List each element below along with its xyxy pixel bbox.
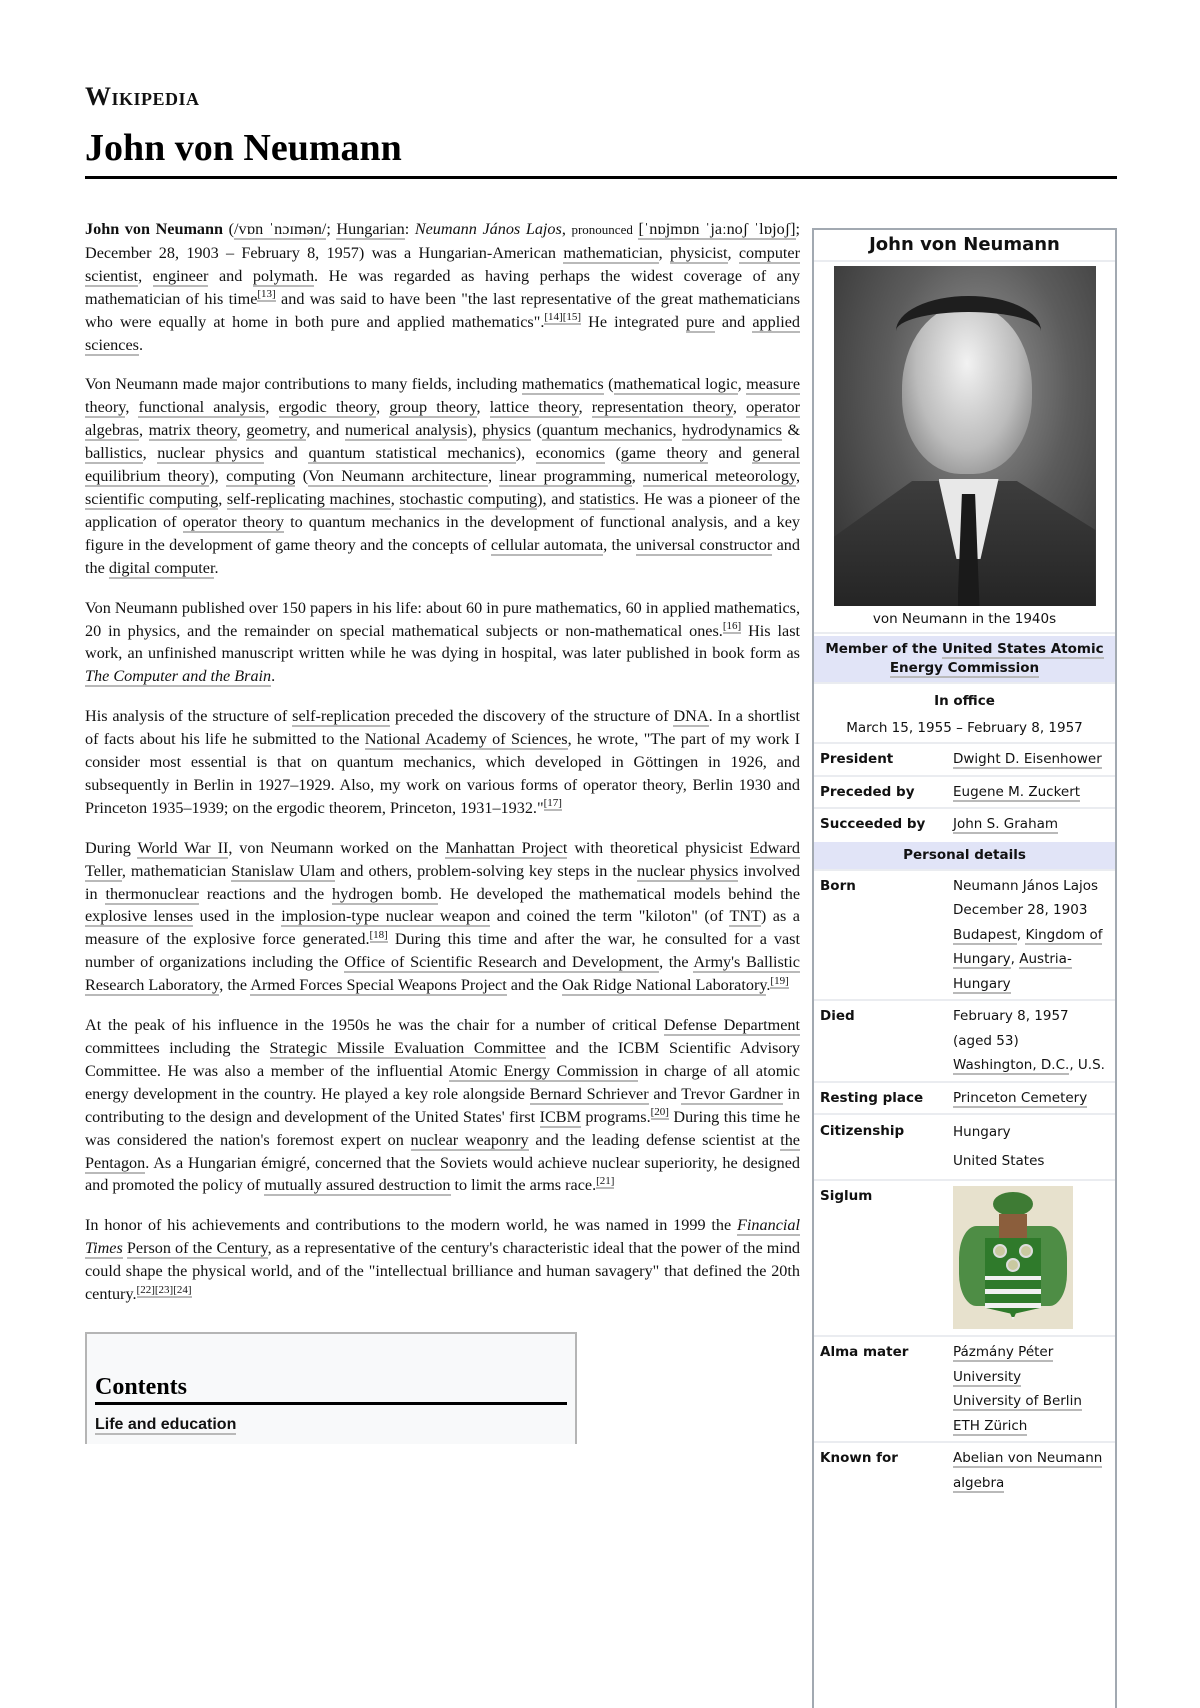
paragraph-self-replication (85, 705, 800, 820)
link-economics[interactable]: economics (535, 444, 605, 463)
link-engineer[interactable]: engineer (152, 266, 209, 285)
text: Von Neumann published over 150 papers in his life: about 60 in pure mathematics, 60 in applied mathematics, 20 in physics, and the remainder on special mathematical subjects or non-mathematical ones. (85, 598, 800, 640)
link-computing[interactable]: computing (226, 467, 296, 486)
link-mathematics[interactable]: mathematics (521, 375, 604, 394)
text: : (404, 220, 415, 238)
link-universal-constructor[interactable]: universal constructor (635, 535, 773, 554)
link-budapest[interactable]: Budapest (953, 926, 1017, 943)
personal-details-header: Personal details (814, 842, 1115, 871)
office-term: March 15, 1955 – February 8, 1957 (814, 715, 1115, 744)
coat-of-arms-image[interactable] (953, 1186, 1073, 1329)
page-title: John von Neumann (85, 126, 1117, 179)
text: , (672, 421, 683, 440)
link-computer-scientist[interactable]: computer scientist (85, 243, 801, 285)
link-explosive-lenses[interactable]: explosive lenses (85, 907, 194, 926)
citizenship-hungary: Hungary (953, 1124, 1011, 1140)
text: His analysis of the structure of (85, 707, 293, 726)
paragraph-contributions (85, 373, 800, 579)
link-digital-computer[interactable]: digital computer (108, 558, 215, 577)
text: , the (219, 976, 251, 995)
toc-item-life-and-education[interactable]: Life and education (95, 1415, 237, 1433)
infobox (812, 228, 1117, 1708)
text: involved in (85, 861, 800, 903)
link-numerical-meteorology[interactable]: numerical meteorology (643, 467, 796, 486)
text: In honor of his achievements and contributions to the modern world, he was named in 1999 the (85, 1216, 738, 1235)
text: ; December 28, 1903 – February 8, 1957) was a Hungarian-American (85, 220, 800, 262)
text: , (732, 398, 747, 417)
link-eisenhower[interactable]: Dwight D. Eisenhower (953, 751, 1102, 767)
text: , (476, 398, 490, 417)
link-bernard-schriever[interactable]: Bernard Schriever (529, 1084, 649, 1103)
row-president (814, 744, 1115, 777)
text: and (263, 444, 309, 463)
paragraph-honors (85, 1214, 800, 1306)
text: and (707, 444, 753, 463)
label: Died (820, 1008, 855, 1024)
link-scientific-computing[interactable]: scientific computing (85, 489, 219, 508)
ipa-english-link[interactable]: /vɒn ˈnɔɪmən/ (234, 220, 327, 238)
text: committees including the (85, 1039, 270, 1057)
link-defense-department[interactable]: Defense Department (663, 1016, 801, 1035)
text: , (578, 398, 592, 417)
text: ), and (537, 489, 580, 508)
ref-18[interactable]: [18] (369, 928, 388, 941)
text: Member of the (825, 641, 942, 657)
pronounced-label: pronounced (571, 222, 633, 237)
link-mathematician[interactable]: mathematician (563, 243, 659, 262)
link-financial-times[interactable]: Financial Times (85, 1216, 800, 1258)
link-quantum-mechanics[interactable]: quantum mechanics (541, 421, 673, 440)
link-self-replication[interactable]: self-replication (292, 707, 391, 726)
link-von-neumann-architecture[interactable]: Von Neumann architecture (308, 467, 488, 486)
link-washington-dc[interactable]: Washington, D.C. (953, 1057, 1070, 1073)
link-geometry[interactable]: geometry (246, 421, 307, 440)
link-nas[interactable]: National Academy of Sciences (364, 730, 568, 749)
label: Known for (820, 1450, 898, 1466)
text: to limit the arms race. (450, 1176, 597, 1195)
text: , and (306, 421, 345, 440)
text: reactions and the (198, 884, 333, 903)
text: , the (659, 953, 694, 972)
text: with theoretical physicist (567, 838, 750, 857)
row-known-for (814, 1443, 1115, 1498)
text: . (138, 335, 143, 354)
paragraph-wwii (85, 837, 800, 997)
text: , (390, 489, 400, 508)
row-alma-mater (814, 1337, 1115, 1443)
label: Succeeded by (820, 816, 926, 832)
row-citizenship (814, 1115, 1115, 1181)
text: , as a representative of the century's characteristic ideal that the power of the mind could shape the physical world, and of the "intellectual brilliance and human savagery" that defined the 20th century. (85, 1239, 801, 1304)
link-icbm[interactable]: ICBM (539, 1107, 581, 1126)
row-siglum (814, 1181, 1115, 1337)
ipa-hungarian-link[interactable]: [ˈnɒjmɒn ˈjaːnoʃ ˈlɒjoʃ] (638, 220, 796, 238)
text: , (376, 398, 390, 417)
text: , the (603, 535, 636, 554)
text: , (138, 266, 153, 285)
label: Siglum (820, 1188, 873, 1204)
link-princeton-cemetery[interactable]: Princeton Cemetery (953, 1089, 1088, 1106)
died-date: February 8, 1957 (953, 1008, 1069, 1024)
link-operator-algebras[interactable]: operator algebras (85, 398, 800, 440)
link-implosion-type-weapon[interactable]: implosion-type nuclear weapon (281, 907, 491, 926)
link-afswp[interactable]: Armed Forces Special Weapons Project (250, 976, 507, 995)
text: , (125, 398, 139, 417)
text: , (265, 398, 279, 417)
text: , (1010, 951, 1020, 967)
ref-14[interactable]: [14] (544, 311, 563, 324)
text: During this time he was considered the nation's foremost expert on (85, 1107, 801, 1149)
text: and the leading defense scientist at (528, 1130, 781, 1149)
text: During this time and after the war, he consulted for a vast number of organizations including the (85, 930, 800, 972)
text: and was said to have been "the last representative of the great mathematicians who were equally at home in both pure and applied mathematics". (85, 289, 800, 331)
text: . (766, 976, 771, 995)
text: and (208, 266, 253, 285)
ref-16[interactable]: [16] (722, 620, 742, 633)
text: , (218, 489, 227, 508)
text: and the ICBM Scientific Advisory Committee. He was also a member of the influential (85, 1039, 800, 1080)
text: ( (223, 220, 235, 238)
link-zuckert[interactable]: Eugene M. Zuckert (953, 783, 1081, 800)
text: and (714, 312, 753, 331)
text: . He was regarded as having perhaps the widest coverage of any mathematician of his time (85, 266, 801, 308)
table-of-contents (85, 1332, 577, 1444)
infobox-title: John von Neumann (814, 230, 1115, 262)
link-kingdom-of-hungary[interactable]: Kingdom of Hungary (953, 926, 1103, 967)
ref-22[interactable]: [22] (136, 1283, 155, 1296)
native-name: Neumann János Lajos (414, 220, 562, 238)
text: preceded the discovery of the structure of (390, 707, 674, 726)
text: ), (467, 421, 483, 440)
link-lattice-theory[interactable]: lattice theory (489, 398, 579, 417)
text: to quantum mechanics in the development of functional analysis, and a key figure in the development of game theory and the concepts of (85, 512, 800, 554)
link-matrix-theory[interactable]: matrix theory (148, 421, 237, 440)
text: and coined the term "kiloton" (of (490, 907, 730, 926)
text: . (271, 667, 276, 686)
link-physicist[interactable]: physicist (669, 243, 728, 262)
link-trevor-gardner[interactable]: Trevor Gardner (681, 1084, 783, 1103)
text: His last work, an unfinished manuscript written while he was dying in hospital, was later published in book form as (85, 621, 800, 663)
row-resting-place (814, 1083, 1115, 1116)
in-office-label: In office (934, 693, 995, 709)
text: and others, problem-solving key steps in the (335, 861, 638, 880)
text: ; (326, 220, 337, 238)
photo-caption: von Neumann in the 1940s (814, 606, 1115, 634)
link-tnt[interactable]: TNT (729, 907, 761, 926)
text: ), (209, 467, 227, 486)
text: , (631, 467, 644, 486)
link-nuclear-physics[interactable]: nuclear physics (157, 444, 264, 463)
text: ( (603, 375, 614, 394)
text: ), (515, 444, 536, 463)
link-numerical-analysis[interactable]: numerical analysis (344, 421, 468, 440)
link-ballistics[interactable]: ballistics (85, 444, 143, 463)
link-dna[interactable]: DNA (673, 707, 709, 726)
link-brl[interactable]: Army's Ballistic Research Laboratory (85, 953, 800, 995)
text: At the peak of his influence in the 1950s he was the chair for a number of critical (85, 1016, 664, 1035)
link-computer-and-brain[interactable]: The Computer and the Brain (85, 667, 272, 686)
text: , he wrote, "The part of my work I consider most essential is that on quantum mechanics, which developed in Göttingen in 1926, and subsequently in Berlin in 1927–1929. Also, my work on various forms of operator theory, Berlin 1930 and Princeton 1935–1939; on the ergodic theorem, Princeton, 1931–1932." (85, 730, 800, 817)
link-statistics[interactable]: statistics (579, 489, 636, 508)
link-hydrodynamics[interactable]: hydrodynamics (682, 421, 782, 440)
text: and the (85, 535, 800, 577)
text: . He developed the mathematical models behind the (437, 884, 800, 903)
link-person-of-century[interactable]: Person of the Century (126, 1239, 268, 1258)
text: , (1016, 926, 1026, 943)
citizenship-us: United States (953, 1153, 1045, 1169)
died-age: (aged 53) (953, 1032, 1019, 1049)
article-body (85, 218, 800, 1444)
text: , (138, 421, 149, 440)
link-pazmany[interactable]: Pázmány Péter University (953, 1344, 1054, 1385)
born-name: Neumann János Lajos (953, 877, 1099, 894)
link-linear-programming[interactable]: linear programming (499, 467, 632, 486)
link-polymath[interactable]: polymath (252, 266, 315, 285)
link-hydrogen-bomb[interactable]: hydrogen bomb (332, 884, 438, 903)
text: . He was a pioneer of the application of (85, 489, 801, 531)
text: , U.S. (1069, 1057, 1105, 1073)
ref-24[interactable]: [24] (173, 1283, 192, 1296)
text: ( (530, 421, 542, 440)
paragraph-publications (85, 597, 800, 689)
paragraph-intro (85, 218, 800, 356)
text: , (487, 467, 500, 486)
subject-name: John von Neumann (85, 220, 224, 238)
portrait-image[interactable] (834, 266, 1096, 606)
link-cellular-automata[interactable]: cellular automata (490, 535, 604, 554)
ref-21[interactable]: [21] (596, 1175, 615, 1188)
text: , von Neumann worked on the (228, 838, 446, 857)
toc-title: Contents (95, 1376, 567, 1405)
link-thermonuclear[interactable]: thermonuclear (105, 884, 199, 903)
text: , (727, 243, 739, 262)
text: , (658, 243, 670, 262)
link-graham[interactable]: John S. Graham (953, 816, 1059, 832)
label: Born (820, 877, 856, 894)
link-pure[interactable]: pure (685, 312, 715, 331)
link-austria-hungary[interactable]: Austria-Hungary (953, 951, 1072, 992)
text: ( (295, 467, 309, 486)
text: Von Neumann made major contributions to many fields, including (85, 375, 522, 394)
label: Preceded by (820, 783, 915, 800)
text: and the (506, 976, 562, 995)
text: , (737, 375, 747, 394)
link-group-theory[interactable]: group theory (389, 398, 477, 417)
text: , (796, 467, 801, 486)
link-representation-theory[interactable]: representation theory (591, 398, 733, 417)
text: & (781, 421, 801, 440)
ref-13[interactable]: [13] (257, 288, 276, 301)
link-nuclear-physics-2[interactable]: nuclear physics (637, 861, 739, 880)
link-edward-teller[interactable]: Edward Teller (85, 838, 800, 880)
link-stanislaw-ulam[interactable]: Stanislaw Ulam (231, 861, 336, 880)
link-measure-theory[interactable]: measure theory (85, 375, 801, 417)
label: Resting place (820, 1089, 924, 1106)
text: , (561, 220, 572, 238)
link-eth-zurich[interactable]: ETH Zürich (953, 1417, 1028, 1434)
ref-23[interactable]: [23] (154, 1283, 174, 1296)
text: , (236, 421, 247, 440)
link-mathematical-logic[interactable]: mathematical logic (613, 375, 738, 394)
link-osrd[interactable]: Office of Scientific Research and Development (344, 953, 660, 972)
label: Alma mater (820, 1344, 909, 1360)
link-abelian-vn-algebra[interactable]: Abelian von Neumann algebra (953, 1450, 1103, 1491)
link-general-equilibrium-theory[interactable]: general equilibrium theory (85, 444, 801, 486)
text: . As a Hungarian émigré, concerned that the Soviets would achieve nuclear superiority, he designed and promoted the policy of (85, 1153, 800, 1195)
link-nuclear-weaponry[interactable]: nuclear weaponry (410, 1130, 529, 1149)
link-quantum-statistical-mechanics[interactable]: quantum statistical mechanics (308, 444, 516, 463)
text: ( (604, 444, 621, 463)
row-died (814, 1001, 1115, 1083)
text: . In a shortlist of facts about his life he submitted to the (85, 707, 801, 749)
wikipedia-logo[interactable]: Wikipedia (85, 82, 200, 111)
link-manhattan-project[interactable]: Manhattan Project (445, 838, 568, 857)
text: , (142, 444, 158, 463)
ref-20[interactable]: [20] (650, 1106, 669, 1119)
link-stochastic-computing[interactable]: stochastic computing (399, 489, 538, 508)
text: used in the (193, 907, 282, 926)
text: and (648, 1084, 682, 1103)
link-ornl[interactable]: Oak Ridge National Laboratory (562, 976, 767, 995)
label: President (820, 751, 894, 767)
ref-19[interactable]: [19] (770, 974, 789, 987)
text: During (85, 838, 138, 857)
link-operator-theory[interactable]: operator theory (182, 512, 284, 531)
text: in charge of all atomic energy development in the country. He played a key role alongside (85, 1061, 800, 1103)
link-applied-sciences[interactable]: applied sciences (85, 312, 801, 354)
link-ergodic-theory[interactable]: ergodic theory (278, 398, 377, 417)
link-university-of-berlin[interactable]: University of Berlin (953, 1393, 1082, 1409)
link-self-replicating-machines[interactable]: self-replicating machines (226, 489, 391, 508)
link-aec-infobox[interactable]: United States Atomic Energy Commission (889, 641, 1104, 676)
text: , mathematician (121, 861, 232, 880)
link-game-theory[interactable]: game theory (620, 444, 708, 463)
text: in contributing to the design and development of the United States' first (85, 1084, 800, 1126)
link-aec[interactable]: Atomic Energy Commission (448, 1061, 639, 1080)
link-smec[interactable]: Strategic Missile Evaluation Committee (269, 1039, 546, 1057)
text: programs. (580, 1107, 651, 1126)
link-ww2[interactable]: World War II (137, 838, 229, 857)
ref-15[interactable]: [15] (562, 311, 582, 324)
text: He integrated (581, 312, 686, 331)
ref-17[interactable]: [17] (543, 797, 562, 810)
office-header (814, 636, 1115, 684)
link-pentagon[interactable]: the Pentagon (85, 1130, 800, 1172)
paragraph-defense (85, 1014, 800, 1197)
text: . (214, 558, 219, 577)
row-preceded-by (814, 777, 1115, 810)
link-physics[interactable]: physics (482, 421, 531, 440)
link-hungarian[interactable]: Hungarian (336, 220, 405, 238)
row-born (814, 871, 1115, 1002)
born-date: December 28, 1903 (953, 902, 1088, 918)
text: ) as a measure of the explosive force generated. (85, 907, 800, 949)
label: Citizenship (820, 1123, 905, 1139)
link-functional-analysis[interactable]: functional analysis (138, 398, 266, 417)
link-mad[interactable]: mutually assured destruction (264, 1176, 451, 1195)
row-succeeded-by (814, 809, 1115, 840)
